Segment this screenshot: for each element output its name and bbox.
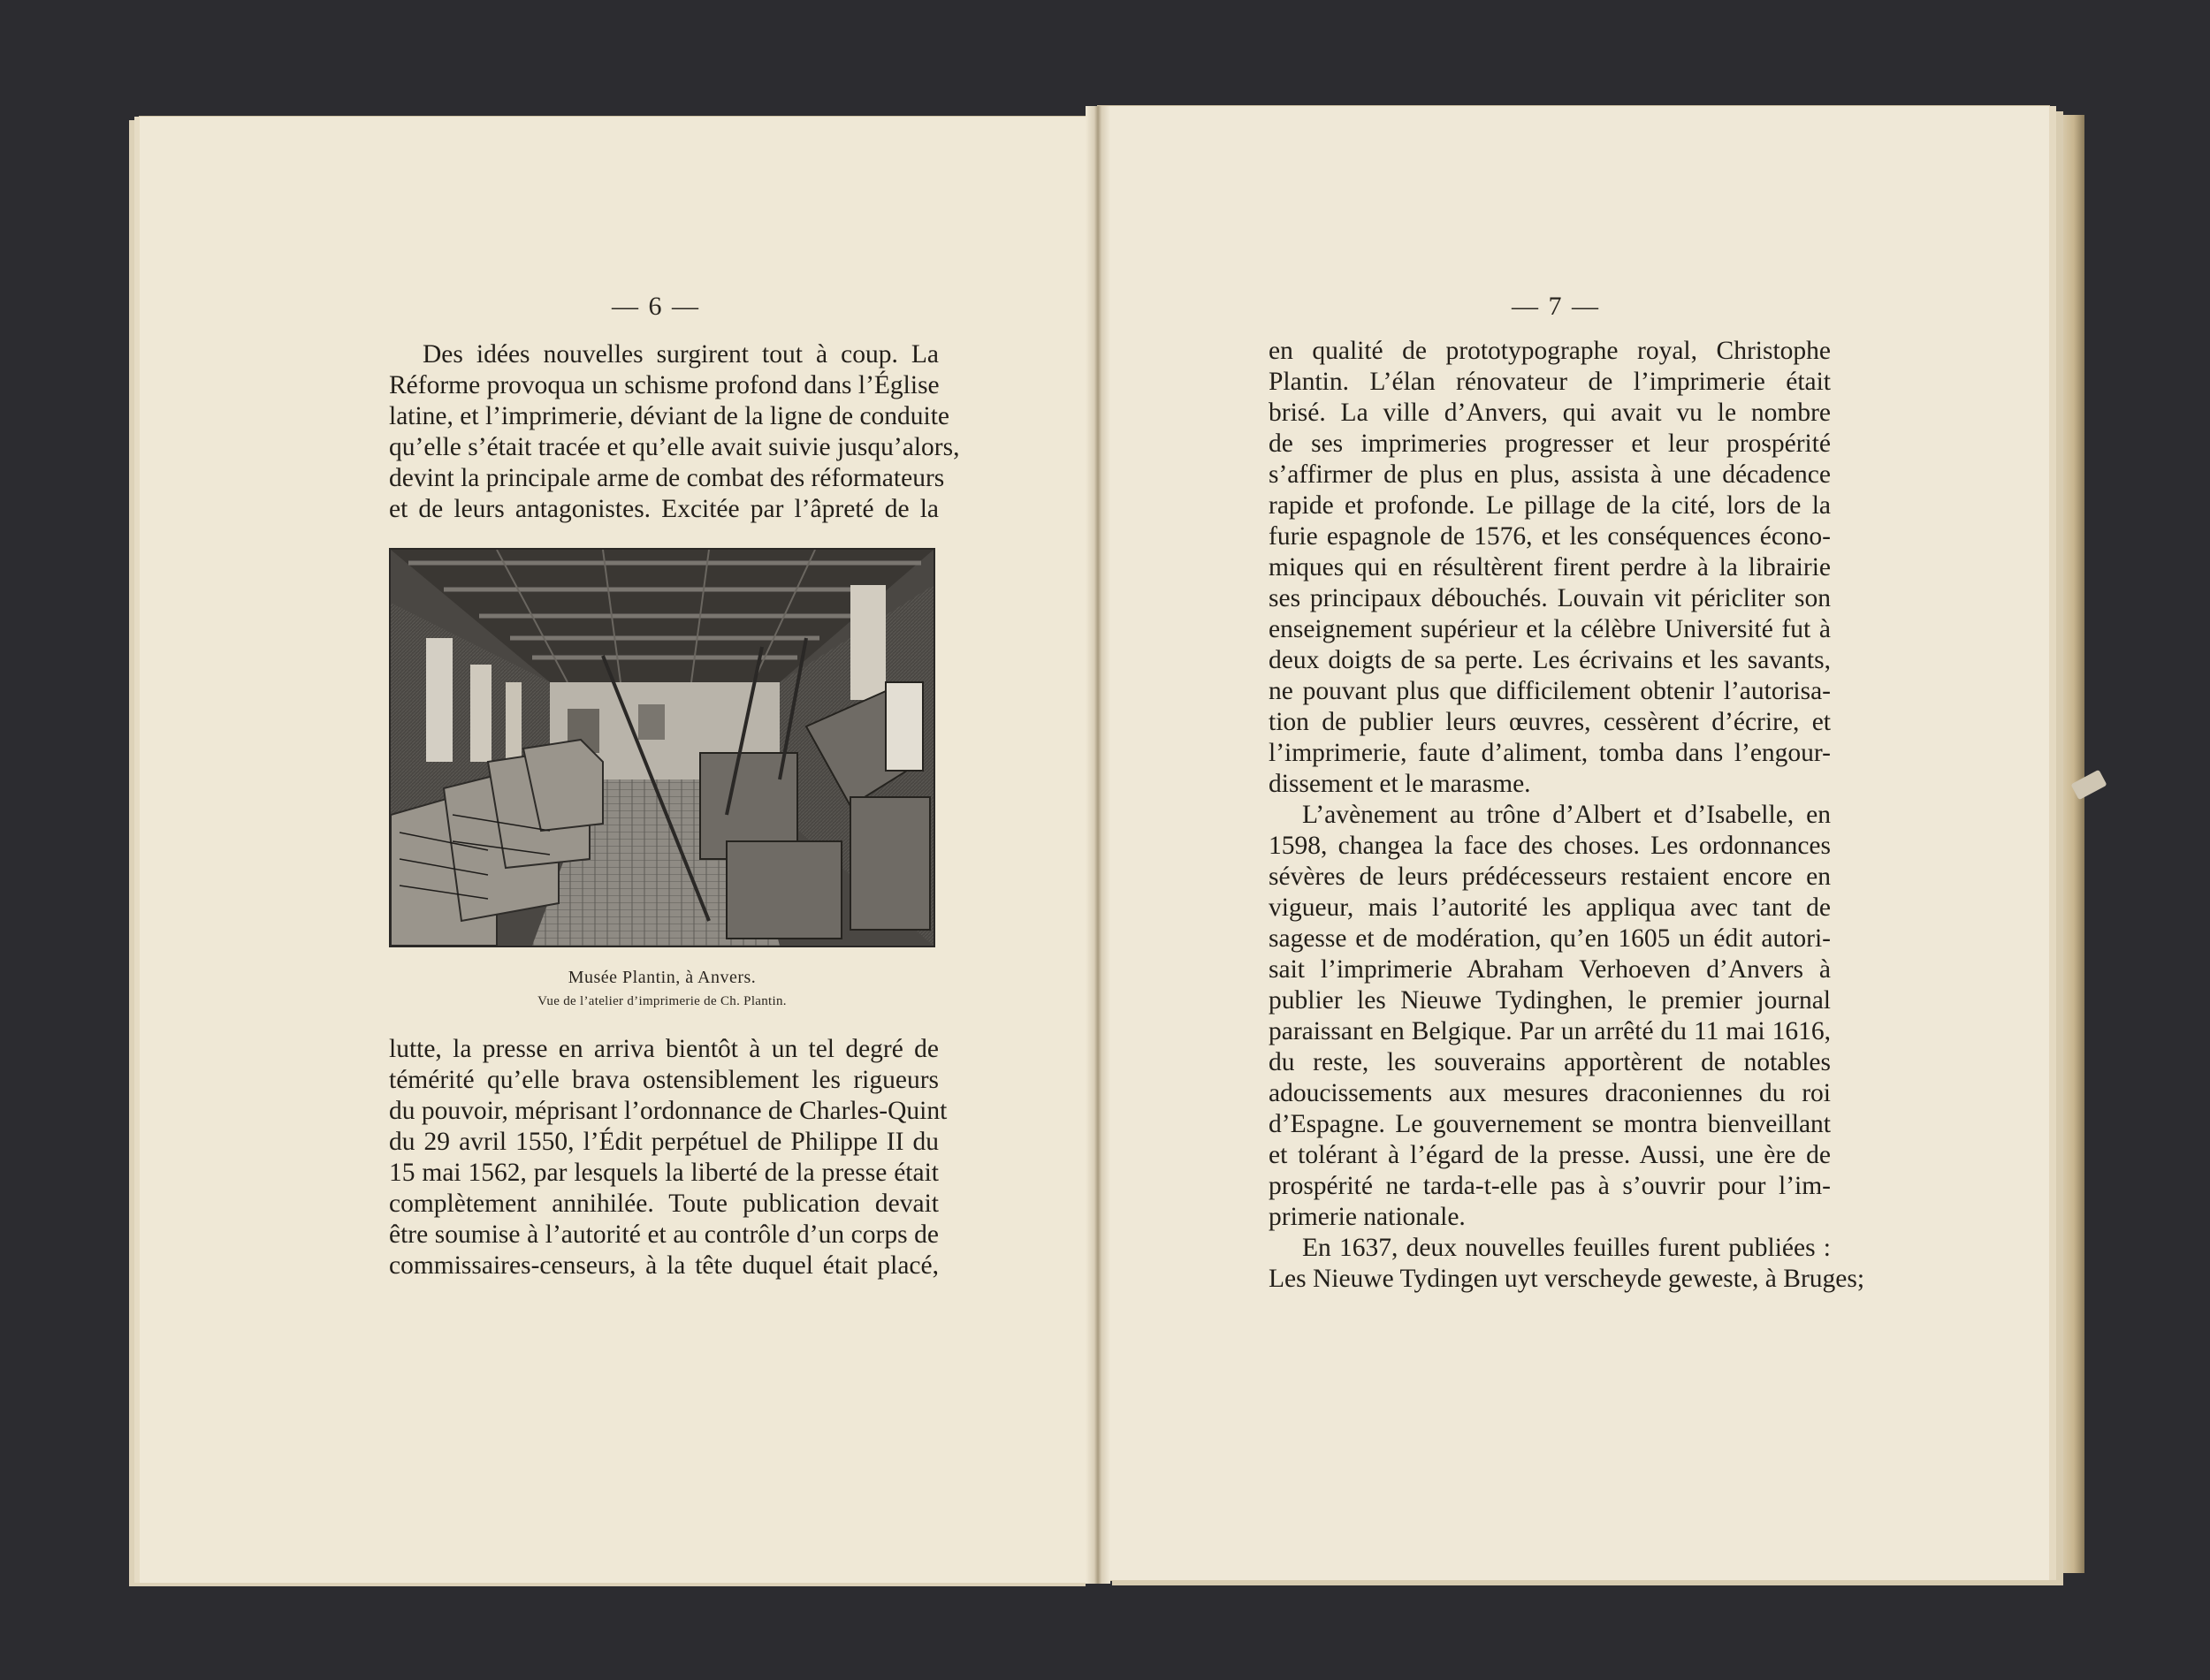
page-edges: [2049, 115, 2084, 1573]
text-line: enseignement supérieur et la célèbre Université fut à: [1269, 615, 1831, 643]
figure-caption-title: Musée Plantin, à Anvers.: [568, 968, 757, 987]
text-line: Réforme provoqua un schisme profond dans l’Église: [389, 371, 940, 399]
right-paragraph-1: [1269, 336, 1865, 1295]
text-line: En 1637, deux nouvelles feuilles furent publiées :: [1302, 1234, 1831, 1262]
text-line: lutte, la presse en arriva bientôt à un tel degré de: [389, 1035, 939, 1063]
text-line: paraissant en Belgique. Par un arrêté du 11 mai 1616,: [1269, 1017, 1831, 1045]
text-line: du pouvoir, méprisant l’ordonnance de Charles-Quint: [389, 1097, 948, 1125]
text-line: vigueur, mais l’autorité les appliqua avec tant de: [1269, 893, 1831, 922]
text-line: miques qui en résultèrent firent perdre à la librairie: [1269, 553, 1831, 582]
text-line: et tolérant à l’égard de la presse. Aussi, une ère de: [1269, 1141, 1831, 1169]
text-line: et de leurs antagonistes. Excitée par l’âpreté de la: [389, 495, 939, 523]
plantin-workshop-engraving: [389, 548, 935, 947]
left-paragraph-2: [389, 1034, 948, 1281]
text-line: d’Espagne. Le gouvernement se montra bienveillant: [1269, 1110, 1831, 1138]
text-line: témérité qu’elle brava ostensiblement les rigueurs: [389, 1066, 939, 1094]
text-line: publier les Nieuwe Tydinghen, le premier journal: [1269, 986, 1831, 1015]
text-line: latine, et l’imprimerie, déviant de la ligne de conduite: [389, 402, 950, 430]
text-line: du reste, les souverains apportèrent de notables: [1269, 1048, 1831, 1076]
text-line: adoucissements aux mesures draconiennes du roi: [1269, 1079, 1831, 1107]
page-number-right: — 7 —: [1512, 292, 1600, 321]
text-line: en qualité de prototypographe royal, Christophe: [1269, 337, 1831, 365]
text-line: Des idées nouvelles surgirent tout à coup. La: [423, 340, 939, 369]
text-line: Les Nieuwe Tydingen uyt verscheyde geweste, à Bruges;: [1269, 1265, 1865, 1293]
text-line: être soumise à l’autorité et au contrôle d’un corps de: [389, 1220, 939, 1249]
text-line: furie espagnole de 1576, et les conséquences écono-: [1269, 522, 1831, 551]
text-line: du 29 avril 1550, l’Édit perpétuel de Philippe II du: [389, 1128, 939, 1156]
text-line: Plantin. L’élan rénovateur de l’imprimerie était: [1269, 368, 1831, 396]
text-line: sévères de leurs prédécesseurs restaient encore en: [1269, 863, 1831, 891]
text-line: tion de publier leurs œuvres, cessèrent d’écrire, et: [1269, 708, 1831, 736]
text-line: prospérité ne tarda-t-elle pas à s’ouvrir pour l’im-: [1269, 1172, 1831, 1200]
text-line: ne pouvant plus que difficilement obtenir l’autorisa-: [1269, 677, 1831, 705]
text-line: commissaires-censeurs, à la tête duquel était placé,: [389, 1251, 939, 1280]
text-line: sagesse et de modération, qu’en 1605 un édit autori-: [1269, 924, 1831, 953]
text-line: de ses imprimeries progresser et leur prospérité: [1269, 430, 1831, 458]
engraving-image: [391, 550, 934, 946]
text-line: ses principaux débouchés. Louvain vit péricliter son: [1269, 584, 1831, 612]
left-paragraph-1: [389, 339, 960, 525]
text-line: deux doigts de sa perte. Les écrivains et les savants,: [1269, 646, 1831, 674]
text-line: 1598, changea la face des choses. Les ordonnances: [1269, 832, 1831, 860]
book-gutter: [1086, 106, 1110, 1584]
text-line: brisé. La ville d’Anvers, qui avait vu le nombre: [1269, 399, 1831, 427]
page-number-left: — 6 —: [612, 292, 700, 321]
text-line: l’imprimerie, faute d’aliment, tomba dans l’engour-: [1269, 739, 1831, 767]
text-line: devint la principale arme de combat des réformateurs: [389, 464, 945, 492]
text-line: primerie nationale.: [1269, 1203, 1466, 1231]
text-line: s’affirmer de plus en plus, assista à une décadence: [1269, 460, 1831, 489]
text-line: qu’elle s’était tracée et qu’elle avait suivie jusqu’alors,: [389, 433, 960, 461]
text-line: 15 mai 1562, par lesquels la liberté de la presse était: [389, 1159, 939, 1187]
text-line: rapide et profonde. Le pillage de la cité, lors de la: [1269, 491, 1831, 520]
text-line: sait l’imprimerie Abraham Verhoeven d’Anvers à: [1269, 955, 1831, 984]
text-line: dissement et le marasme.: [1269, 770, 1531, 798]
figure-caption-subtitle: Vue de l’atelier d’imprimerie de Ch. Plantin.: [537, 994, 787, 1008]
text-line: L’avènement au trône d’Albert et d’Isabelle, en: [1302, 801, 1831, 829]
text-line: complètement annihilée. Toute publication devait: [389, 1190, 939, 1218]
